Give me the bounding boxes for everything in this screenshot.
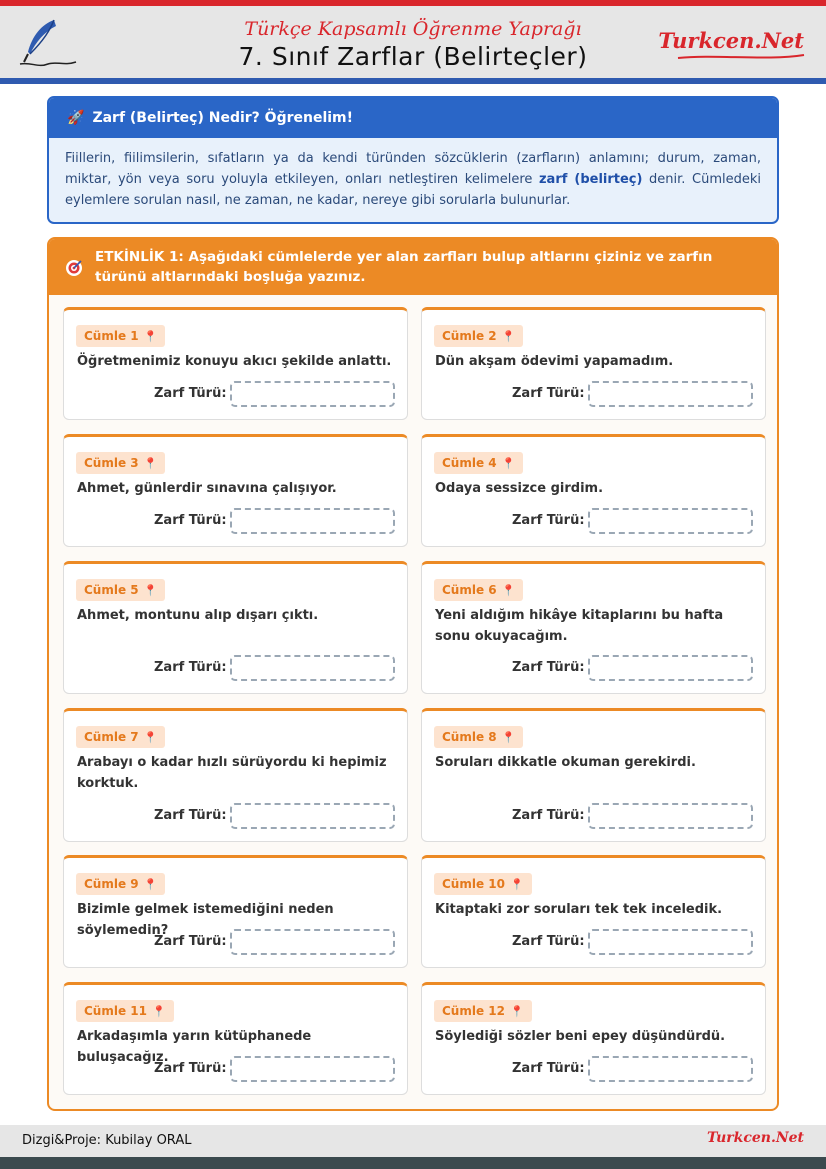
sentence-card — [421, 982, 766, 1095]
sentence-card — [421, 855, 766, 968]
pin-icon: 📍 — [509, 1004, 524, 1018]
pin-icon: 📍 — [501, 456, 516, 470]
activity-heading — [49, 239, 777, 295]
card-label-text: Cümle 4 — [442, 456, 497, 470]
pin-icon: 📍 — [143, 730, 158, 744]
pin-icon: 📍 — [143, 329, 158, 343]
card-label-text: Cümle 5 — [84, 583, 139, 597]
sentence-card — [421, 561, 766, 694]
pin-icon: 📍 — [143, 583, 158, 597]
card-label-text: Cümle 10 — [442, 877, 505, 891]
card-label — [434, 1000, 532, 1022]
card-label-text: Cümle 1 — [84, 329, 139, 343]
page-title: 7. Sınıf Zarflar (Belirteçler) — [238, 42, 588, 71]
answer-label: Zarf Türü: — [512, 1061, 585, 1076]
pin-icon: 📍 — [143, 877, 158, 891]
activity-box — [47, 237, 779, 1111]
pin-icon: 📍 — [143, 456, 158, 470]
card-label — [76, 873, 165, 895]
answer-field[interactable] — [230, 929, 395, 955]
rocket-icon: 🚀 — [67, 110, 85, 126]
card-label-text: Cümle 7 — [84, 730, 139, 744]
sentence-card — [63, 561, 408, 694]
sentence-card — [63, 434, 408, 547]
page-header — [0, 6, 826, 78]
footer-credit: Dizgi&Proje: Kubilay ORAL — [22, 1133, 192, 1148]
answer-field[interactable] — [230, 1056, 395, 1082]
card-sentence: Dün akşam ödevimi yapamadım. — [435, 354, 674, 369]
card-label-text: Cümle 11 — [84, 1004, 147, 1018]
sentence-card — [63, 307, 408, 420]
card-sentence: Odaya sessizce girdim. — [435, 481, 604, 496]
pin-icon: 📍 — [151, 1004, 166, 1018]
card-label-text: Cümle 8 — [442, 730, 497, 744]
card-label-text: Cümle 9 — [84, 877, 139, 891]
answer-label: Zarf Türü: — [154, 660, 227, 675]
card-label — [76, 1000, 174, 1022]
answer-field[interactable] — [588, 803, 753, 829]
card-sentence: Söylediği sözler beni epey düşündürdü. — [435, 1029, 726, 1044]
card-label — [76, 452, 165, 474]
answer-field[interactable] — [588, 1056, 753, 1082]
answer-label: Zarf Türü: — [154, 1061, 227, 1076]
answer-field[interactable] — [588, 655, 753, 681]
answer-label: Zarf Türü: — [512, 386, 585, 401]
answer-label: Zarf Türü: — [154, 513, 227, 528]
sentence-card — [421, 307, 766, 420]
card-label — [76, 325, 165, 347]
card-label — [76, 579, 165, 601]
answer-label: Zarf Türü: — [512, 934, 585, 949]
card-label-text: Cümle 3 — [84, 456, 139, 470]
answer-label: Zarf Türü: — [512, 808, 585, 823]
page-subtitle: Türkçe Kapsamlı Öğrenme Yaprağı — [244, 18, 582, 40]
info-text-part2: denir. Cümledeki eylemlere sorulan nasıl, ne zaman, ne kadar, nereye gibi sorularla bulunurlar. — [65, 172, 762, 208]
card-label — [434, 726, 523, 748]
card-label — [434, 452, 523, 474]
answer-field[interactable] — [588, 381, 753, 407]
card-sentence: Yeni aldığım hikâye kitaplarını bu hafta sonu okuyacağım. — [435, 608, 724, 644]
info-box — [47, 96, 779, 224]
info-text — [49, 138, 777, 211]
pin-icon: 📍 — [501, 730, 516, 744]
card-sentence: Bizimle gelmek istemediğini neden söylemedin? — [77, 902, 334, 938]
sentence-card — [421, 708, 766, 842]
card-sentence: Soruları dikkatle okuman gerekirdi. — [435, 755, 696, 770]
card-sentence: Arabayı o kadar hızlı sürüyordu ki hepimiz korktuk. — [77, 755, 387, 791]
target-icon — [65, 259, 83, 277]
answer-label: Zarf Türü: — [154, 386, 227, 401]
card-label-text: Cümle 6 — [442, 583, 497, 597]
answer-field[interactable] — [230, 655, 395, 681]
sentence-card — [63, 855, 408, 968]
info-heading-text: Zarf (Belirteç) Nedir? Öğrenelim! — [92, 110, 354, 126]
answer-field[interactable] — [588, 929, 753, 955]
header-divider — [0, 78, 826, 84]
answer-label: Zarf Türü: — [154, 934, 227, 949]
pin-icon: 📍 — [509, 877, 524, 891]
answer-field[interactable] — [588, 508, 753, 534]
card-sentence: Öğretmenimiz konuyu akıcı şekilde anlattı. — [77, 354, 392, 369]
card-label-text: Cümle 2 — [442, 329, 497, 343]
answer-field[interactable] — [230, 803, 395, 829]
logo-swoosh-icon — [676, 52, 806, 62]
info-text-part1: Fiillerin, fiilimsilerin, sıfatların ya da kendi türünden sözcüklerin (zarfların) anlamını; durum, zaman, miktar, yön veya soru yoluyla etkileyen, onları netleştiren kelimelere — [65, 151, 761, 187]
site-logo: Turkcen.Net — [658, 28, 804, 53]
card-sentence: Ahmet, montunu alıp dışarı çıktı. — [77, 608, 319, 623]
sentence-card — [63, 708, 408, 842]
answer-label: Zarf Türü: — [512, 513, 585, 528]
card-sentence: Kitaptaki zor soruları tek tek inceledik. — [435, 902, 723, 917]
card-label — [434, 873, 532, 895]
pin-icon: 📍 — [501, 329, 516, 343]
info-heading — [49, 98, 777, 138]
activity-heading-text: ETKİNLİK 1: Aşağıdaki cümlelerde yer alan zarfları bulup altlarını çiziniz ve zarfın türünü altlarındaki boşluğa yazınız. — [95, 249, 713, 285]
card-label — [76, 726, 165, 748]
card-sentence: Arkadaşımla yarın kütüphanede buluşacağız. — [77, 1029, 312, 1065]
answer-label: Zarf Türü: — [512, 660, 585, 675]
card-label — [434, 325, 523, 347]
info-text-bold: zarf (belirteç) — [538, 172, 643, 187]
page-footer — [0, 1125, 826, 1157]
sentence-card — [421, 434, 766, 547]
answer-field[interactable] — [230, 381, 395, 407]
card-label-text: Cümle 12 — [442, 1004, 505, 1018]
bottom-stripe — [0, 1157, 826, 1169]
card-label — [434, 579, 523, 601]
answer-label: Zarf Türü: — [154, 808, 227, 823]
card-sentence: Ahmet, günlerdir sınavına çalışıyor. — [77, 481, 337, 496]
pin-icon: 📍 — [501, 583, 516, 597]
answer-field[interactable] — [230, 508, 395, 534]
footer-logo: Turkcen.Net — [706, 1130, 804, 1146]
sentence-card — [63, 982, 408, 1095]
